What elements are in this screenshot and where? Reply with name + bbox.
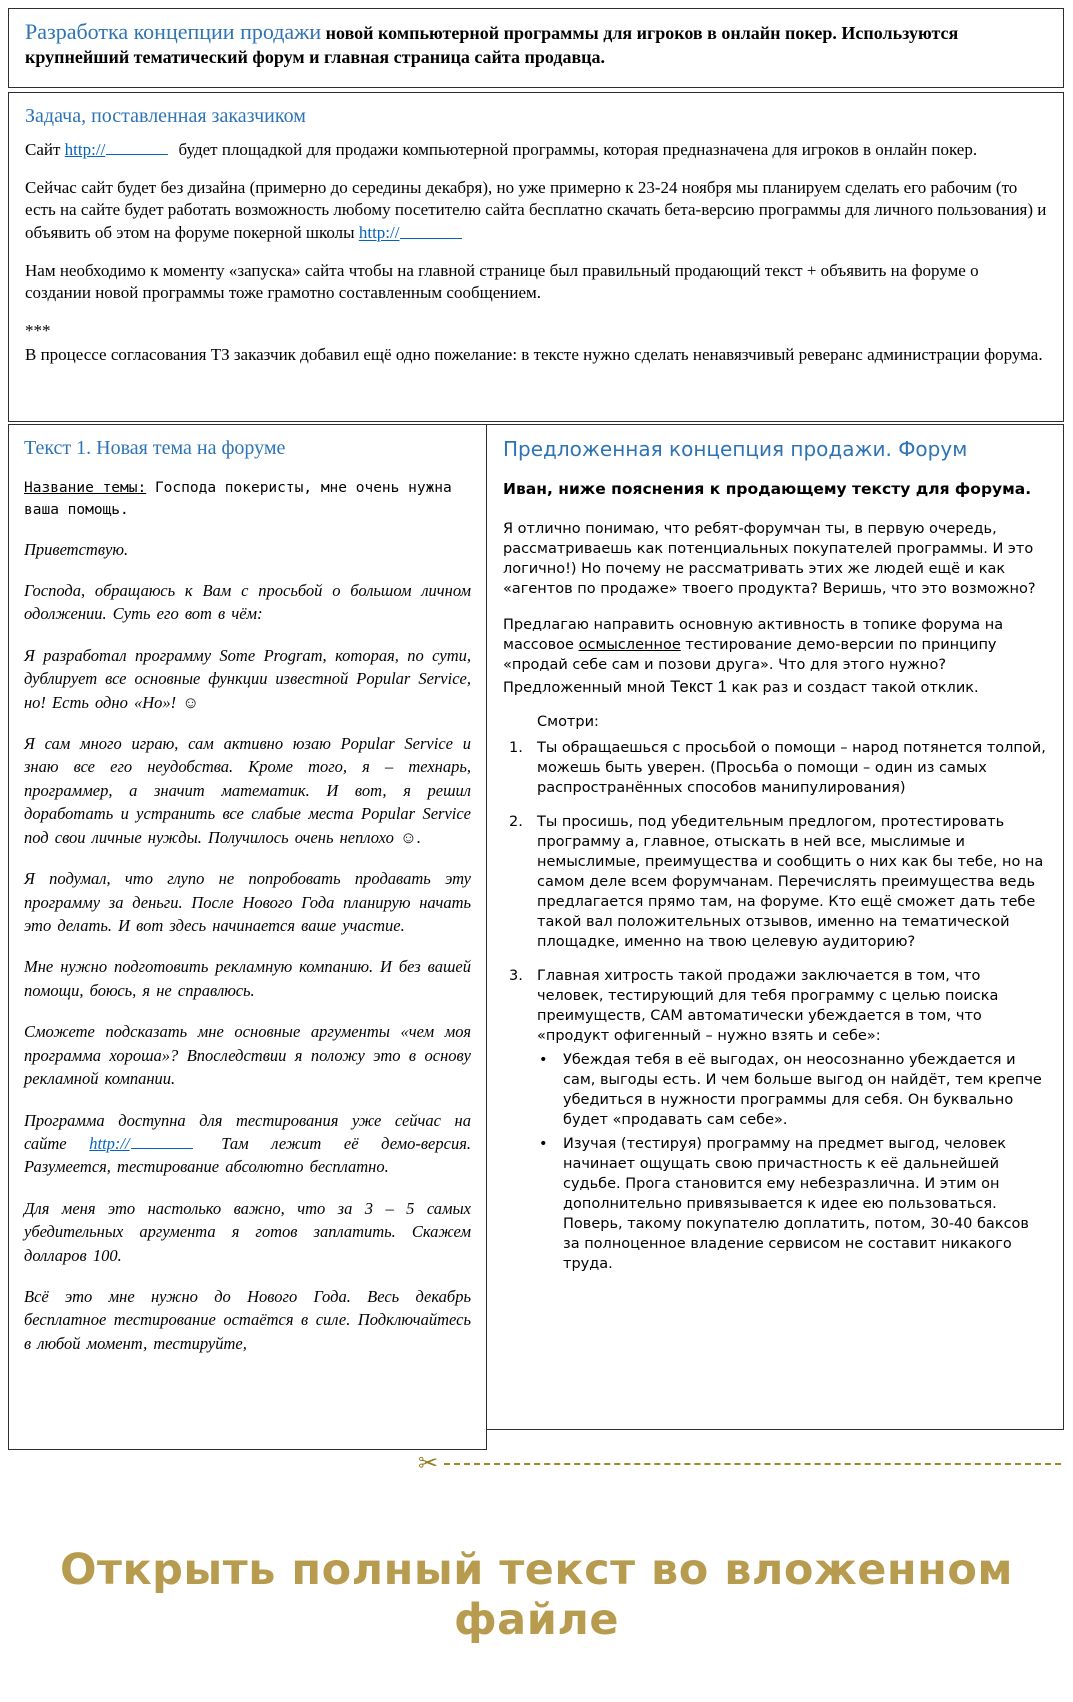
bullet-item <box>503 1134 1047 1274</box>
scissors-icon: ✂ <box>418 1451 439 1477</box>
open-full-text-caption: Открыть полный текст во вложенном файле <box>59 1545 1014 1645</box>
task-paragraph-1 <box>25 138 1047 162</box>
text1-paragraph: Для меня это настолько важно, что за 3 – 5 самых убедительных аргумента я готов заплатить. Скажем долларов 100. <box>24 1198 471 1265</box>
topic-line <box>24 478 471 522</box>
text1-paragraph: Господа, обращаюсь к Вам с просьбой о большом личном одолжении. Суть его вот в чём: <box>24 580 471 624</box>
text: тестирование демо-версии по принципу «продай себе сам и позови друга». Что для этого нужно? Предложенный мной <box>503 636 997 696</box>
forum-text-heading: Текст 1. Новая тема на форуме <box>24 437 286 459</box>
text1-paragraph-with-link <box>24 1109 471 1179</box>
forum-link[interactable]: http:// <box>358 223 400 243</box>
list-item-text: Ты обращаешься с просьбой о помощи – народ потянется толпой, можешь быть уверен. (Просьба о помощи – один из самых распространённых способов манипулирования) <box>537 740 1046 797</box>
text: Предлагаю направить основную активность в топике форума на массовое <box>503 616 1004 653</box>
numbered-item <box>503 812 1047 952</box>
bullet-icon: • <box>539 1136 548 1153</box>
look-label: Смотри: <box>537 714 599 731</box>
list-number: 1. <box>509 740 523 757</box>
link-blank <box>131 1132 193 1149</box>
bullet-item <box>503 1050 1047 1130</box>
concept-intro: Иван, ниже пояснения к продающему тексту для форума. <box>503 480 1032 498</box>
text: Сейчас сайт будет без дизайна (примерно до середины декабря), но уже примерно к 23-24 ноября мы планируем сделать его рабочим (то есть на сайте будет работать возможность любому посетителю сайта бесплатно скачать бета-версию программы для личного пользования) и объявить об этом на форуме покерной школы <box>25 177 1047 243</box>
concept-heading: Предложенная концепция продажи. Форум <box>503 437 968 461</box>
text: будет площадкой для продажи компьютерной программы, которая предназначена для игроков в онлайн покер. <box>178 140 978 160</box>
demo-site-link[interactable]: http:// <box>89 1133 130 1153</box>
underlined-word: осмысленное <box>578 636 681 653</box>
task-heading: Задача, поставленная заказчиком <box>25 105 306 127</box>
document-subtitle: новой компьютерной программы для игроков в онлайн покер. Используются крупнейший тематический форум и главная страница сайта продавца. <box>25 23 959 68</box>
link-blank <box>106 138 168 155</box>
text1-reference: Текст 1 <box>669 676 727 696</box>
task-box <box>8 92 1064 422</box>
greeting: Приветствую. <box>24 539 129 559</box>
document-title: Разработка концепции продажи <box>25 19 322 44</box>
text1-paragraph: Я сам много играю, сам активно юзаю Popular Service и знаю все его неудобства. Кроме того, я – технарь, программер, а значит математик. И вот, я решил доработать и устранить все слабые места Popular Service под свои личные нужды. Получилось очень неплохо ☺. <box>24 734 471 847</box>
numbered-item <box>503 966 1047 1046</box>
concept-paragraph-1: Я отлично понимаю, что ребят-форумчан ты, в первую очередь, рассматриваешь как потенциальных покупателей программы. И это логично!) Но почему не рассматривать этих же людей ещё и как «агентов по продаже» твоего продукта? Веришь, что это возможно? <box>503 520 1036 597</box>
separator-stars: *** <box>25 320 51 340</box>
list-number: 2. <box>509 814 523 831</box>
intro-box <box>8 8 1064 88</box>
topic-label: Название темы: <box>24 480 147 496</box>
list-item-text: Главная хитрость такой продажи заключается в том, что человек, тестирующий для тебя программу с целью поиска преимуществ, САМ автоматически убеждается в том, что «продукт офигенный – нужно взять и себе»: <box>537 968 999 1045</box>
concept-column <box>486 424 1064 1430</box>
text: Программа доступна для тестирования уже сейчас на сайте <box>24 1110 471 1153</box>
cut-line <box>418 1452 1061 1476</box>
text1-paragraph: Сможете подсказать мне основные аргументы «чем моя программа хороша»? Впоследствии я положу это в основу рекламной компании. <box>24 1022 471 1089</box>
list-item-text: Ты просишь, под убедительным предлогом, протестировать программу а, главное, отыскать в ней все, мыслимые и немыслимые, преимущества и сообщить о них как бы тебе, но на самом деле всем форумчанам. Перечислять преимущества ведь предлагается прямо там, на форуме. Кто ещё сможет дать тебе такой вал положительных отзывов, именно на тематической площадке, именно на твою целевую аудиторию? <box>537 814 1044 951</box>
dashed-line <box>444 1463 1061 1465</box>
topic-title: Господа покеристы, мне очень нужна ваша помощь. <box>24 480 452 518</box>
bullet-text: Изучая (тестируя) программу на предмет выгод, человек начинает ощущать свою причастность к её дальнейшей судьбе. Прога становится ему небезразлична. И этим он дополнительно привязывается к идее ею пользоваться. Поверь, такому покупателю доплатить, потом, 30-40 баксов за полноценное владение сервисом не составит никакого труда. <box>563 1136 1029 1273</box>
bullet-icon: • <box>539 1052 548 1069</box>
concept-paragraph-2 <box>503 615 1047 698</box>
bullet-text: Убеждая тебя в её выгодах, он неосознанно убеждается и сам, выгоды есть. И чем больше выгод он найдёт, тем крепче убедиться в нужности программы для себя. Он буквально будет «продавать сам себе». <box>563 1052 1042 1129</box>
text: Там лежит её демо-версия. Разумеется, тестирование абсолютно бесплатно. <box>24 1133 471 1177</box>
text1-paragraph: Я разработал программу Some Program, которая, по сути, дублирует все основные функции известной Popular Service, но! Есть одно «Но»! ☺ <box>24 645 471 712</box>
task-paragraph-2 <box>25 177 1047 245</box>
text: как раз и создаст такой отклик. <box>726 679 979 696</box>
site-link[interactable]: http:// <box>64 140 106 160</box>
task-paragraph-5: В процессе согласования ТЗ заказчик добавил ещё одно пожелание: в тексте нужно сделать ненавязчивый реверанс администрации форума. <box>25 345 1043 365</box>
numbered-item <box>503 738 1047 798</box>
task-paragraph-3: Нам необходимо к моменту «запуска» сайта чтобы на главной странице был правильный продающий текст + объявить на форуме о создании новой программы тоже грамотно составленным сообщением. <box>25 261 979 303</box>
text1-paragraph: Всё это мне нужно до Нового Года. Весь декабрь бесплатное тестирование остаётся в силе. Подключайтесь в любой момент, тестируйте, <box>24 1287 471 1353</box>
link-blank <box>400 221 462 238</box>
text1-paragraph: Я подумал, что глупо не попробовать продавать эту программу за деньги. После Нового Года планирую начать это делать. И вот здесь начинается ваше участие. <box>24 869 471 935</box>
text: Сайт <box>25 140 65 160</box>
list-number: 3. <box>509 968 523 985</box>
text1-paragraph: Мне нужно подготовить рекламную компанию. И без вашей помощи, боюсь, я не справлюсь. <box>24 957 471 1000</box>
forum-text-column <box>8 424 487 1450</box>
